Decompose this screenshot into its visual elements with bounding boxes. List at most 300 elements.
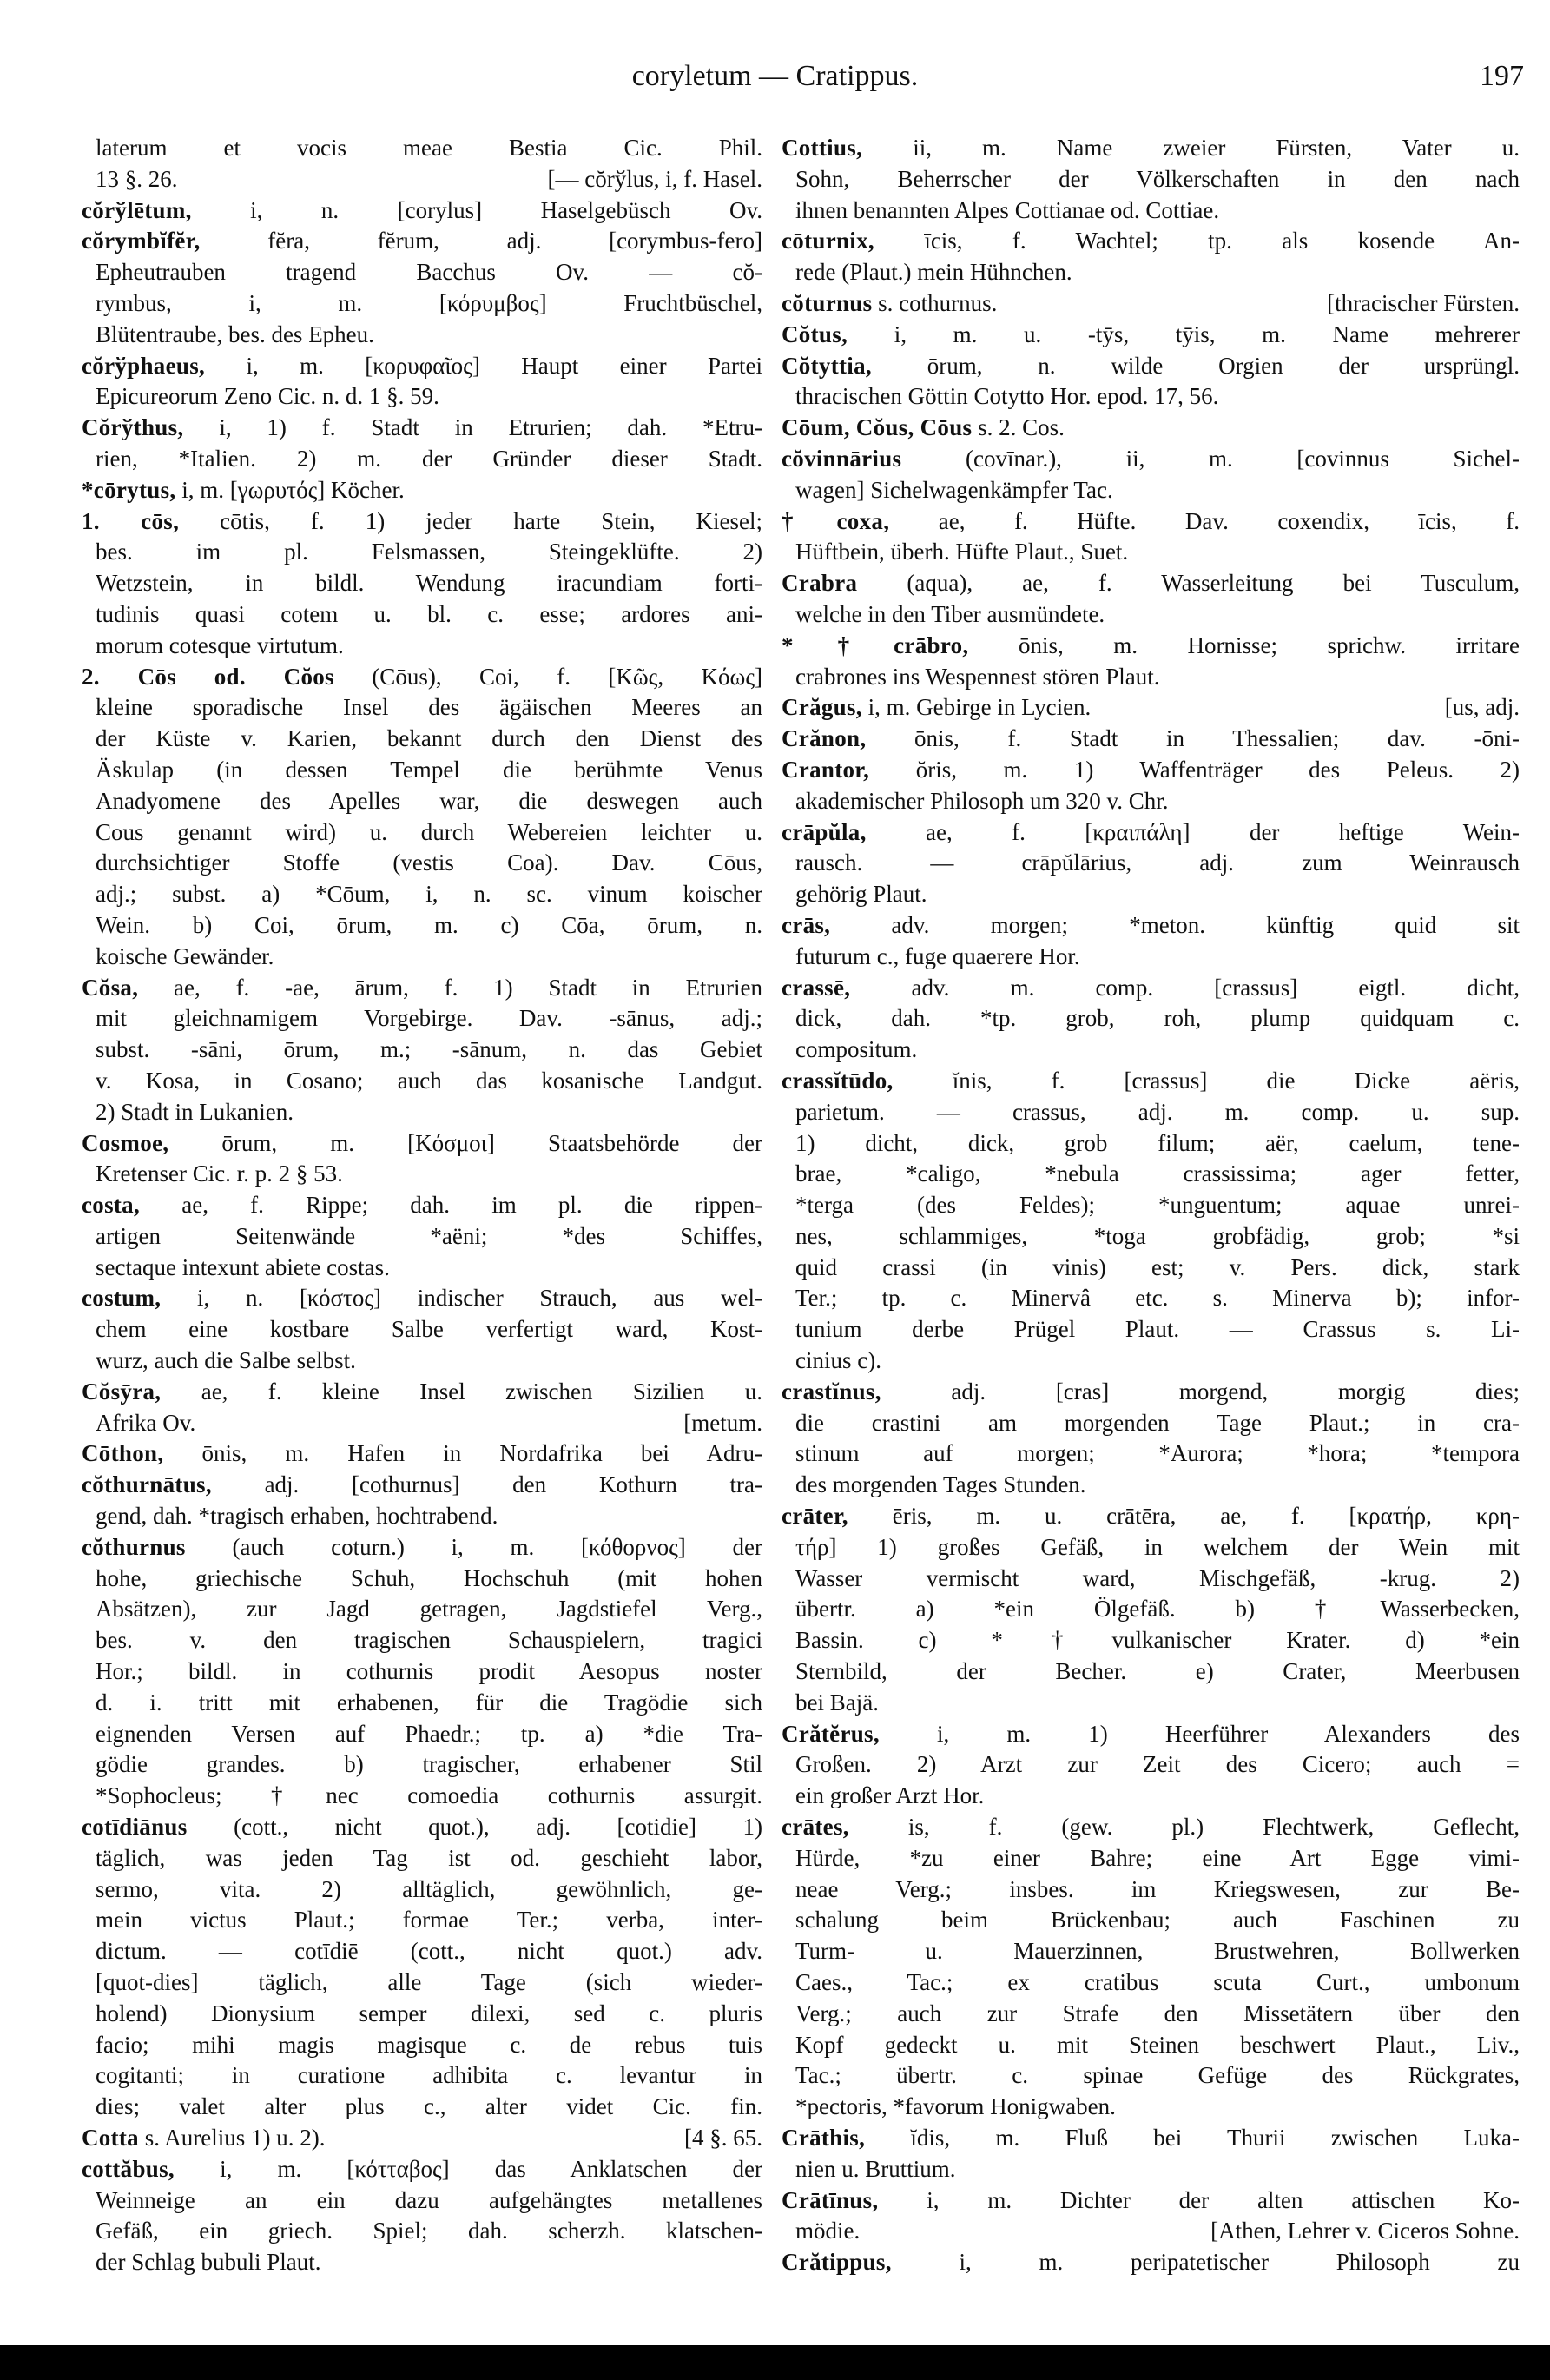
continuation-line	[782, 2216, 1520, 2247]
continuation-line	[82, 133, 762, 164]
continuation-line	[782, 1905, 1520, 1936]
definition-text: Afrika Ov.	[96, 1409, 196, 1436]
definition-text: dictum. — cotīdiē (cott., nicht quot.) adv.	[96, 1938, 762, 1965]
continuation-line	[782, 1128, 1520, 1160]
entry-line	[782, 1377, 1520, 1408]
continuation-line	[782, 1688, 1520, 1719]
definition-text: ae, f. kleine Insel zwischen Sizilien u.	[161, 1378, 762, 1405]
continuation-line	[782, 1999, 1520, 2030]
definition-text: rymbus, i, m. [κόρυμβος] Fruchtbüschel,	[96, 289, 762, 316]
definition-text: (Cōus), Coi, f. [Κῶς, Κόως]	[333, 663, 762, 690]
continuation-line	[82, 2030, 762, 2061]
definition-text: mödie.	[795, 2218, 861, 2244]
continuation-line	[782, 1470, 1520, 1501]
definition-text: des morgenden Tages Stunden.	[795, 1471, 1086, 1498]
continuation-line	[82, 1874, 762, 1906]
continuation-line	[82, 1781, 762, 1812]
headword: Cōthon,	[82, 1440, 164, 1467]
definition-text: morum cotesque virtutum.	[96, 631, 344, 658]
continuation-line	[82, 631, 762, 662]
definition-text: ĭdis, m. Fluß bei Thurii zwischen Luka-	[865, 2125, 1520, 2151]
definition-text: ĭnis, f. [crassus] die Dicke aëris,	[893, 1067, 1520, 1094]
continuation-line	[782, 1843, 1520, 1874]
continuation-line	[82, 2092, 762, 2123]
definition-text: ēris, m. u. crātēra, ae, f. [κρατήρ, κρη-	[848, 1503, 1520, 1530]
definition-text: (auch coturn.) i, m. [κόθορνος] der	[185, 1533, 762, 1560]
headword: †coxa,	[782, 507, 890, 534]
continuation-line	[82, 381, 762, 413]
definition-text: mein victus Plaut.; formae Ter.; verba, inter-	[96, 1907, 762, 1934]
entry-line	[782, 320, 1520, 351]
definition-text: artigen Seitenwände *aëni; *des Schiffes,	[96, 1222, 762, 1249]
headword: Cotta	[82, 2125, 139, 2151]
definition-text: thracischen Göttin Cotytto Hor. epod. 17, 56.	[795, 383, 1219, 410]
definition-text: kleine sporadische Insel des ägäischen Meeres an	[96, 694, 762, 721]
definition-text: Absätzen), zur Jagd getragen, Jagdstiefel Verg.,	[96, 1596, 762, 1623]
continuation-line	[82, 288, 762, 320]
definition-text: ōnis, f. Stadt in Thessalien; dav. -ōni-	[866, 725, 1520, 752]
definition-text: Sohn, Beherrscher der Völkerschaften in den nach	[795, 165, 1520, 192]
definition-text: sectaque intexunt abiete costas.	[96, 1253, 390, 1280]
continuation-line	[82, 1719, 762, 1750]
continuation-line	[782, 381, 1520, 413]
continuation-line	[82, 1936, 762, 1967]
entry-line	[82, 1283, 762, 1314]
entry-line	[782, 1501, 1520, 1532]
definition-text: bes. im pl. Felsmassen, Steingeklüfte. 2)	[96, 539, 762, 565]
continuation-line	[82, 786, 762, 817]
page-number: 197	[1480, 60, 1524, 92]
definition-text: īcis, f. Wachtel; tp. als kosende An-	[874, 228, 1520, 255]
definition-text: gehörig Plaut.	[795, 881, 927, 908]
definition-text: Hüftbein, überh. Hüfte Plaut., Suet.	[795, 539, 1129, 565]
continuation-line	[782, 2154, 1520, 2185]
entry-line	[82, 1532, 762, 1564]
headword: Cŏtus,	[782, 321, 848, 347]
continuation-line	[782, 1314, 1520, 1345]
entry-line	[82, 413, 762, 444]
definition-text: rausch. — crāpŭlārius, adj. zum Weinrausch	[795, 850, 1520, 876]
carryover-text: [us, adj.	[1444, 694, 1520, 721]
definition-text: *pectoris, *favorum Honigwaben.	[795, 2093, 1116, 2120]
definition-text: laterum et vocis meae Bestia Cic. Phil.	[96, 135, 762, 161]
definition-text: 2) Stadt in Lukanien.	[96, 1098, 294, 1125]
continuation-line	[782, 2030, 1520, 2061]
headword: crāpŭla,	[782, 818, 867, 845]
definition-text: stinum auf morgen; *Aurora; *hora; *tempora	[795, 1440, 1520, 1467]
definition-text: Bassin. c) *†vulkanischer Krater. d) *ein	[795, 1627, 1520, 1654]
continuation-line	[82, 1035, 762, 1066]
entry-line	[82, 2154, 762, 2185]
definition-text: ii, m. Name zweier Fürsten, Vater u.	[862, 135, 1520, 161]
definition-text: Hürde, *zu einer Bahre; eine Art Egge vimi-	[795, 1844, 1520, 1871]
continuation-line	[782, 1625, 1520, 1656]
continuation-line	[782, 1967, 1520, 1999]
continuation-line	[782, 942, 1520, 973]
definition-text: ae, f. Hüfte. Dav. coxendix, īcis, f.	[889, 507, 1520, 534]
definition-text: i, n. [κόστος] indischer Strauch, aus wel-	[161, 1285, 762, 1312]
headword: cŏturnus	[782, 289, 873, 316]
definition-text: Turm- u. Mauerzinnen, Brustwehren, Bollwerken	[795, 1938, 1520, 1965]
definition-text: die crastini am morgenden Tage Plaut.; in cra-	[795, 1409, 1520, 1436]
definition-text: Wetzstein, in bildl. Wendung iracundiam forti-	[96, 570, 762, 597]
headword: cotīdiānus	[82, 1814, 188, 1841]
definition-text: mit gleichnamigem Vorgebirge. Dav. -sānus, adj.;	[96, 1005, 762, 1032]
continuation-line	[782, 1564, 1520, 1595]
definition-text: Kopf gedeckt u. mit Steinen beschwert Plaut., Liv.,	[795, 2031, 1520, 2058]
continuation-line	[782, 1656, 1520, 1688]
definition-text: wurz, auch die Salbe selbst.	[96, 1347, 356, 1374]
definition-text: crabrones ins Wespennest stören Plaut.	[795, 663, 1160, 690]
definition-text: Gefäß, ein griech. Spiel; dah. scherzh. klatschen-	[96, 2218, 762, 2244]
definition-text: Verg.; auch zur Strafe den Missetätern über den	[795, 2000, 1520, 2026]
continuation-line	[82, 2247, 762, 2278]
carryover-text: [— cŏrўlus, i, f. Hasel.	[547, 165, 762, 192]
definition-text: Epicureorum Zeno Cic. n. d. 1 §. 59.	[96, 383, 439, 410]
continuation-line	[82, 444, 762, 475]
entry-line	[82, 2123, 762, 2154]
definition-text: i, m. [κορυφαῖος] Haupt einer Partei	[205, 352, 762, 379]
continuation-line	[782, 475, 1520, 506]
running-header: coryletum — Cratippus.	[631, 60, 919, 92]
definition-text: [quot-dies] täglich, alle Tage (sich wieder-	[96, 1969, 762, 1996]
continuation-line	[782, 164, 1520, 195]
headword: cŏthurnātus,	[82, 1471, 212, 1498]
carryover-text: [metum.	[683, 1409, 762, 1436]
entry-line	[82, 662, 762, 693]
entry-line	[782, 226, 1520, 257]
definition-text: Epheutrauben tragend Bacchus Ov. — cŏ-	[96, 259, 762, 286]
entry-line	[782, 817, 1520, 849]
definition-text: Caes., Tac.; ex cratibus scuta Curt., umbonum	[795, 1969, 1520, 1996]
definition-text: 1) dicht, dick, grob filum; aër, caelum, tene-	[795, 1129, 1520, 1156]
definition-text: Weinneige an ein dazu aufgehängtes metallenes	[96, 2186, 762, 2213]
definition-text: adj. [cras] morgend, morgig dies;	[881, 1378, 1520, 1405]
continuation-line	[82, 2060, 762, 2092]
definition-text: i, m. peripatetischer Philosoph zu	[891, 2249, 1520, 2276]
headword: Cŏrўthus,	[82, 414, 184, 441]
entry-line	[782, 413, 1520, 444]
continuation-line	[82, 2216, 762, 2247]
definition-text: Tac.; übertr. c. spinae Gefüge des Rückgrates,	[795, 2062, 1520, 2089]
continuation-line	[782, 195, 1520, 227]
definition-text: wagen] Sichelwagenkämpfer Tac.	[795, 476, 1113, 503]
definition-text: adj. [cothurnus] den Kothurn tra-	[211, 1471, 762, 1498]
continuation-line	[782, 1408, 1520, 1439]
definition-text: dies; valet alter plus c., alter videt Cic. fin.	[96, 2093, 762, 2120]
definition-text: Ter.; tp. c. Minervâ etc. s. Minerva b); infor-	[795, 1285, 1520, 1312]
continuation-line	[82, 1003, 762, 1035]
definition-text: adv. morgen; *meton. künftig quid sit	[830, 911, 1520, 938]
definition-text: akademischer Philosoph um 320 v. Chr.	[795, 787, 1169, 814]
definition-text: nien u. Bruttium.	[795, 2155, 956, 2182]
definition-text: ōnis, m. Hornisse; sprichw. irritare	[968, 631, 1520, 658]
continuation-line	[782, 1345, 1520, 1377]
entry-line	[782, 1066, 1520, 1097]
continuation-line	[82, 879, 762, 910]
definition-text: i, m. u. -tȳs, tȳis, m. Name mehrerer	[848, 321, 1520, 347]
continuation-line	[782, 1159, 1520, 1190]
definition-text: i, m. Gebirge in Lycien.	[861, 694, 1092, 721]
entry-line	[782, 351, 1520, 382]
continuation-line	[82, 1253, 762, 1284]
continuation-line	[82, 1564, 762, 1595]
definition-text: chem eine kostbare Salbe verfertigt ward, Kost-	[96, 1316, 762, 1343]
left-column	[82, 133, 762, 2278]
continuation-line	[82, 1749, 762, 1781]
headword: Crātīnus,	[782, 2186, 879, 2213]
headword: crassē,	[782, 974, 851, 1001]
definition-text: subst. -sāni, ōrum, m.; -sānum, n. das Gebiet	[96, 1036, 762, 1063]
definition-text: gödie grandes. b) tragischer, erhabener Stil	[96, 1751, 762, 1778]
headword: Crătĕrus,	[782, 1720, 880, 1747]
entry-line	[782, 444, 1520, 475]
continuation-line	[782, 537, 1520, 568]
continuation-line	[782, 1532, 1520, 1564]
definition-text: Sternbild, der Becher. e) Crater, Meerbusen	[795, 1658, 1520, 1685]
definition-text: sermo, vita. 2) alltäglich, gewöhnlich, ge-	[96, 1875, 762, 1902]
continuation-line	[782, 786, 1520, 817]
headword: Cŏtyttia,	[782, 352, 872, 379]
continuation-line	[82, 1221, 762, 1253]
headword: crās,	[782, 911, 831, 938]
headword: 1. cōs,	[82, 507, 180, 534]
definition-text: i, m. [κότταβος] das Anklatschen der	[174, 2155, 762, 2182]
continuation-line	[782, 257, 1520, 288]
continuation-line	[82, 1594, 762, 1625]
continuation-line	[82, 1625, 762, 1656]
continuation-line	[782, 1003, 1520, 1035]
continuation-line	[82, 1159, 762, 1190]
definition-text: cinius c).	[795, 1347, 881, 1374]
continuation-line	[82, 1656, 762, 1688]
definition-text: s. cothurnus.	[872, 289, 998, 316]
definition-text: übertr. a) *ein Ölgefäß. b) †Wasserbecken,	[795, 1596, 1520, 1623]
entry-line	[82, 506, 762, 538]
continuation-line	[82, 1097, 762, 1128]
entry-line	[782, 2185, 1520, 2217]
definition-text: nes, schlammiges, *toga grobfädig, grob; *si	[795, 1222, 1520, 1249]
definition-text: Anadyomene des Apelles war, die deswegen auch	[96, 787, 762, 814]
definition-text: ihnen benannten Alpes Cottianae od. Cottiae.	[795, 196, 1220, 223]
entry-line	[82, 1438, 762, 1470]
headword: *†crābro,	[782, 631, 969, 658]
entry-line	[82, 475, 762, 506]
entry-line	[82, 351, 762, 382]
definition-text: ein großer Arzt Hor.	[795, 1782, 985, 1809]
carryover-text: [4 §. 65.	[684, 2125, 762, 2151]
headword: Cŏsȳra,	[82, 1378, 162, 1405]
continuation-line	[782, 599, 1520, 631]
headword: cŏvinnārius	[782, 445, 902, 472]
continuation-line	[82, 1345, 762, 1377]
definition-text: v. Kosa, in Cosano; auch das kosanische Landgut.	[96, 1067, 762, 1094]
continuation-line	[782, 1253, 1520, 1284]
definition-text: Kretenser Cic. r. p. 2 § 53.	[96, 1160, 343, 1187]
headword: cōturnix,	[782, 228, 874, 255]
definition-text: adv. m. comp. [crassus] eigtl. dicht,	[850, 974, 1520, 1001]
definition-text: eignenden Versen auf Phaedr.; tp. a) *die Tra-	[96, 1720, 762, 1747]
definition-text: rede (Plaut.) mein Hühnchen.	[795, 259, 1072, 286]
continuation-line	[782, 1035, 1520, 1066]
continuation-line	[782, 1221, 1520, 1253]
definition-text: schalung beim Brückenbau; auch Faschinen zu	[795, 1907, 1520, 1934]
continuation-line	[782, 2060, 1520, 2092]
carryover-text: [thracischer Fürsten.	[1327, 289, 1520, 316]
definition-text: ŏris, m. 1) Waffenträger des Peleus. 2)	[869, 756, 1520, 783]
continuation-line	[82, 817, 762, 849]
continuation-line	[82, 1314, 762, 1345]
continuation-line	[82, 848, 762, 879]
entry-line	[782, 2247, 1520, 2278]
headword: 2. Cōs od. Cŏos	[82, 663, 334, 690]
headword: Cottius,	[782, 135, 863, 161]
definition-text: gend, dah. *tragisch erhaben, hochtrabend.	[96, 1503, 498, 1530]
definition-text: durchsichtiger Stoffe (vestis Coa). Dav. Cōus,	[96, 850, 762, 876]
definition-text: welche in den Tiber ausmündete.	[795, 600, 1105, 627]
headword: Crănon,	[782, 725, 867, 752]
entry-line	[82, 973, 762, 1004]
continuation-line	[782, 2092, 1520, 2123]
entry-line	[782, 506, 1520, 538]
definition-text: Großen. 2) Arzt zur Zeit des Cicero; auch =	[795, 1751, 1520, 1778]
entry-line	[782, 2123, 1520, 2154]
definition-text: is, f. (gew. pl.) Flechtwerk, Geflecht,	[848, 1814, 1520, 1841]
entry-line	[82, 1128, 762, 1160]
definition-text: i, n. [corylus] Haselgebüsch Ov.	[191, 196, 762, 223]
entry-line	[782, 973, 1520, 1004]
headword: crastĭnus,	[782, 1378, 881, 1405]
entry-line	[82, 1812, 762, 1843]
entry-line	[782, 288, 1520, 320]
definition-text: facio; mihi magis magisque c. de rebus tuis	[96, 2031, 762, 2058]
entry-line	[82, 1190, 762, 1221]
definition-text: ōnis, m. Hafen in Nordafrika bei Adru-	[163, 1440, 762, 1467]
definition-text: brae, *caligo, *nebula crassissima; ager fetter,	[795, 1160, 1520, 1187]
headword: Crāthis,	[782, 2125, 866, 2151]
entry-line	[82, 1377, 762, 1408]
entry-line	[782, 910, 1520, 942]
definition-text: Hor.; bildl. in cothurnis prodit Aesopus noster	[96, 1658, 762, 1685]
definition-text: i, m. [γωρυτός] Köcher.	[175, 476, 405, 503]
definition-text: (cott., nicht quot.), adj. [cotidie] 1)	[187, 1814, 762, 1841]
headword: Crătippus,	[782, 2249, 892, 2276]
continuation-line	[782, 879, 1520, 910]
entry-line	[82, 226, 762, 257]
entry-line	[782, 568, 1520, 599]
definition-text: dick, dah. *tp. grob, roh, plump quidquam c.	[795, 1005, 1520, 1032]
entry-line	[782, 692, 1520, 724]
definition-text: Wasser vermischt ward, Mischgefäß, -krug. 2)	[795, 1564, 1520, 1591]
continuation-line	[82, 1999, 762, 2030]
definition-text: rien, *Italien. 2) m. der Gründer dieser Stadt.	[96, 445, 762, 472]
definition-text: 13 §. 26.	[96, 165, 178, 192]
continuation-line	[782, 1781, 1520, 1812]
headword: crassĭtūdo,	[782, 1067, 894, 1094]
definition-text: neae Verg.; insbes. im Kriegswesen, zur Be-	[795, 1875, 1520, 1902]
carryover-text: [Athen, Lehrer v. Ciceros Sohne.	[1210, 2218, 1520, 2244]
definition-text: parietum. — crassus, adj. m. comp. u. sup.	[795, 1098, 1520, 1125]
continuation-line	[82, 755, 762, 786]
definition-text: Äskulap (in dessen Tempel die berühmte Venus	[96, 756, 762, 783]
definition-text: i, m. Dichter der alten attischen Ko-	[878, 2186, 1520, 2213]
continuation-line	[82, 942, 762, 973]
definition-text: cōtis, f. 1) jeder harte Stein, Kiesel;	[179, 507, 762, 534]
definition-text: täglich, was jeden Tag ist od. geschieht labor,	[96, 1844, 762, 1871]
definition-text: ōrum, n. wilde Orgien der ursprüngl.	[871, 352, 1520, 379]
continuation-line	[82, 724, 762, 755]
definition-text: holend) Dionysium semper dilexi, sed c. pluris	[96, 2000, 762, 2026]
continuation-line	[782, 1749, 1520, 1781]
definition-text: ae, f. -ae, ārum, f. 1) Stadt in Etrurien	[138, 974, 762, 1001]
definition-text: hohe, griechische Schuh, Hochschuh (mit hohen	[96, 1564, 762, 1591]
continuation-line	[782, 1594, 1520, 1625]
continuation-line	[782, 1097, 1520, 1128]
headword: Crăgus,	[782, 694, 862, 721]
definition-text: ae, f. Rippe; dah. im pl. die rippen-	[140, 1192, 762, 1219]
continuation-line	[82, 1688, 762, 1719]
continuation-line	[82, 1408, 762, 1439]
definition-text: Cous genannt wird) u. durch Webereien leichter u.	[96, 818, 762, 845]
definition-text: i, m. 1) Heerführer Alexanders des	[879, 1720, 1520, 1747]
definition-text: Blütentraube, bes. des Epheu.	[96, 321, 374, 347]
continuation-line	[82, 2185, 762, 2217]
continuation-line	[782, 1874, 1520, 1906]
continuation-line	[82, 910, 762, 942]
continuation-line	[82, 164, 762, 195]
definition-text: futurum c., fuge quaerere Hor.	[795, 942, 1080, 969]
entry-line	[782, 755, 1520, 786]
entry-line	[782, 1719, 1520, 1750]
continuation-line	[782, 1190, 1520, 1221]
continuation-line	[782, 1438, 1520, 1470]
definition-text: der Küste v. Karien, bekannt durch den Dienst des	[96, 725, 762, 752]
scan-border	[0, 2345, 1550, 2380]
continuation-line	[82, 1967, 762, 1999]
headword: crāter,	[782, 1503, 848, 1530]
definition-text: quid crassi (in vinis) est; v. Pers. dick, stark	[795, 1253, 1520, 1280]
definition-text: d. i. tritt mit erhabenen, für die Tragödie sich	[96, 1689, 762, 1716]
entry-line	[82, 195, 762, 227]
continuation-line	[82, 537, 762, 568]
entry-line	[782, 1812, 1520, 1843]
definition-text: koische Gewänder.	[96, 942, 274, 969]
continuation-line	[82, 1501, 762, 1532]
definition-text: (covīnar.), ii, m. [covinnus Sichel-	[901, 445, 1520, 472]
definition-text: *terga (des Feldes); *unguentum; aquae unrei-	[795, 1192, 1520, 1219]
definition-text: i, 1) f. Stadt in Etrurien; dah. *Etru-	[183, 414, 762, 441]
definition-text: cogitanti; in curatione adhibita c. levantur in	[96, 2062, 762, 2089]
entry-line	[782, 631, 1520, 662]
headword: cŏrўlētum,	[82, 196, 192, 223]
headword: Cōum, Cŏus, Cōus	[782, 414, 973, 441]
headword: crātes,	[782, 1814, 849, 1841]
continuation-line	[782, 1283, 1520, 1314]
definition-text: Wein. b) Coi, ōrum, m. c) Cōa, ōrum, n.	[96, 911, 762, 938]
headword: cŏthurnus	[82, 1533, 186, 1560]
entry-line	[82, 1470, 762, 1501]
right-column	[782, 133, 1520, 2278]
definition-text: fĕra, fĕrum, adj. [corymbus-fero]	[200, 228, 762, 255]
definition-text: (aqua), ae, f. Wasserleitung bei Tusculum,	[857, 570, 1520, 597]
continuation-line	[782, 662, 1520, 693]
headword: costa,	[82, 1192, 141, 1219]
headword: *cōrytus,	[82, 476, 176, 503]
definition-text: compositum.	[795, 1036, 918, 1063]
headword: cŏrymbĭfĕr,	[82, 228, 201, 255]
headword: Cosmoe,	[82, 1129, 169, 1156]
definition-text: s. 2. Cos.	[972, 414, 1065, 441]
